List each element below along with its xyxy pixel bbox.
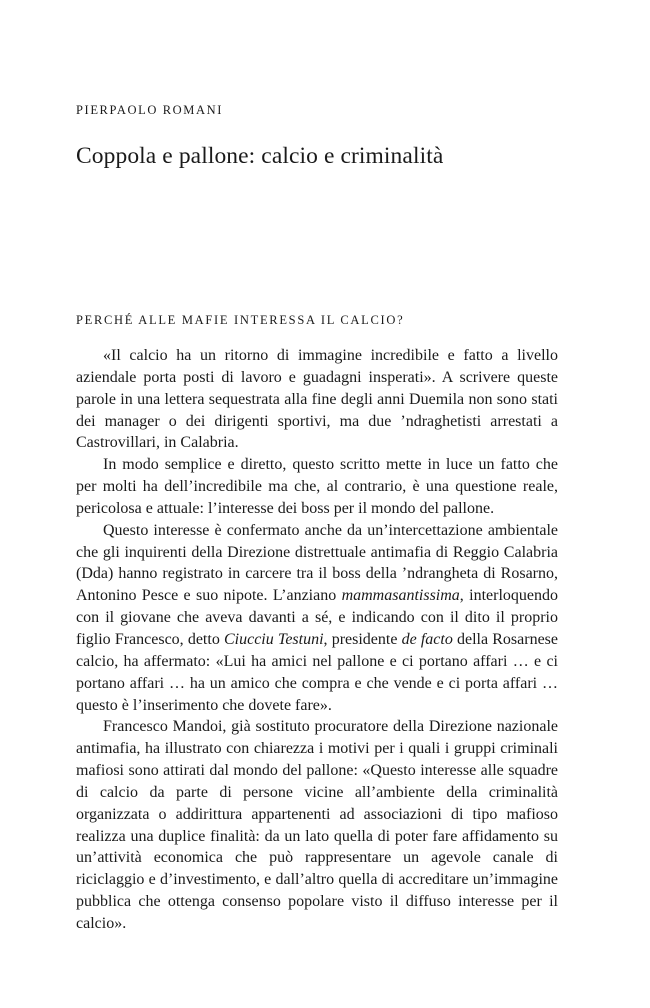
author-name: PIERPAOLO ROMANI [76, 103, 224, 117]
paragraph-text: , presidente [323, 630, 402, 648]
paragraph [76, 716, 558, 934]
paragraph-text: , interloquendo con il giovane che aveva davanti a sé, e indicando con il dito il proprio figlio Francesco, detto [76, 587, 558, 648]
section-heading: PERCHÉ ALLE MAFIE INTERESSA IL CALCIO? [76, 313, 405, 327]
paragraph [76, 345, 558, 454]
paragraph-text: «Il calcio ha un ritorno di immagine incredibile e fatto a livello aziendale porta posti di lavoro e guadagni insperati». A scrivere queste parole in una lettera sequestrata alla fine degli anni Duemila non sono stati dei manager o dei dirigenti sportivi, ma due ’ndraghetisti arrestati a Castrovillari, in Calabria. [76, 347, 558, 452]
italic-text: Ciucciu Testuni [223, 630, 324, 648]
paragraph-text: della Rosarnese calcio, ha affermato: «Lui ha amici nel pallone e ci portano affari … e ci portano affari … ha un amico che compra e che vende e ci porta affari … questo è l’inserimento che dovete fare». [76, 630, 559, 714]
italic-text: de facto [401, 630, 453, 648]
italic-text: mammasantissima [341, 587, 460, 605]
body-text [76, 345, 558, 935]
paragraph-text: In modo semplice e diretto, questo scritto mette in luce un fatto che per molti ha dell’incredibile ma che, al contrario, è una questione reale, pericolosa e attuale: l’interesse dei boss per il mondo del pallone. [76, 456, 558, 517]
paragraph [76, 454, 558, 520]
chapter-title: Coppola e pallone: calcio e criminalità [76, 143, 444, 169]
paragraph-text: Questo interesse è confermato anche da un’intercettazione ambientale che gli inquirenti della Direzione distrettuale antimafia di Reggio Calabria (Dda) hanno registrato in carcere tra il boss della ’ndrangheta di Rosarno, Antonino Pesce e suo nipote. L’anziano [76, 521, 558, 605]
paragraph-text: Francesco Mandoi, già sostituto procuratore della Direzione nazionale antimafia, ha illustrato con chiarezza i motivi per i quali i gruppi criminali mafiosi sono attirati dal mondo del pallone: «Questo interesse alle squadre di calcio da parte di persone vicine all’ambiente della criminalità organizzata o addirittura appartenenti ad associazioni di tipo mafioso realizza una duplice finalità: da un lato quella di poter fare affidamento su un’attività economica che può rappresentare un agevole canale di riciclaggio e d’investimento, e dall’altro quella di accreditare un’immagine pubblica che ottenga consenso popolare visto il diffuso interesse per il calcio». [76, 718, 558, 932]
paragraph [76, 520, 558, 717]
